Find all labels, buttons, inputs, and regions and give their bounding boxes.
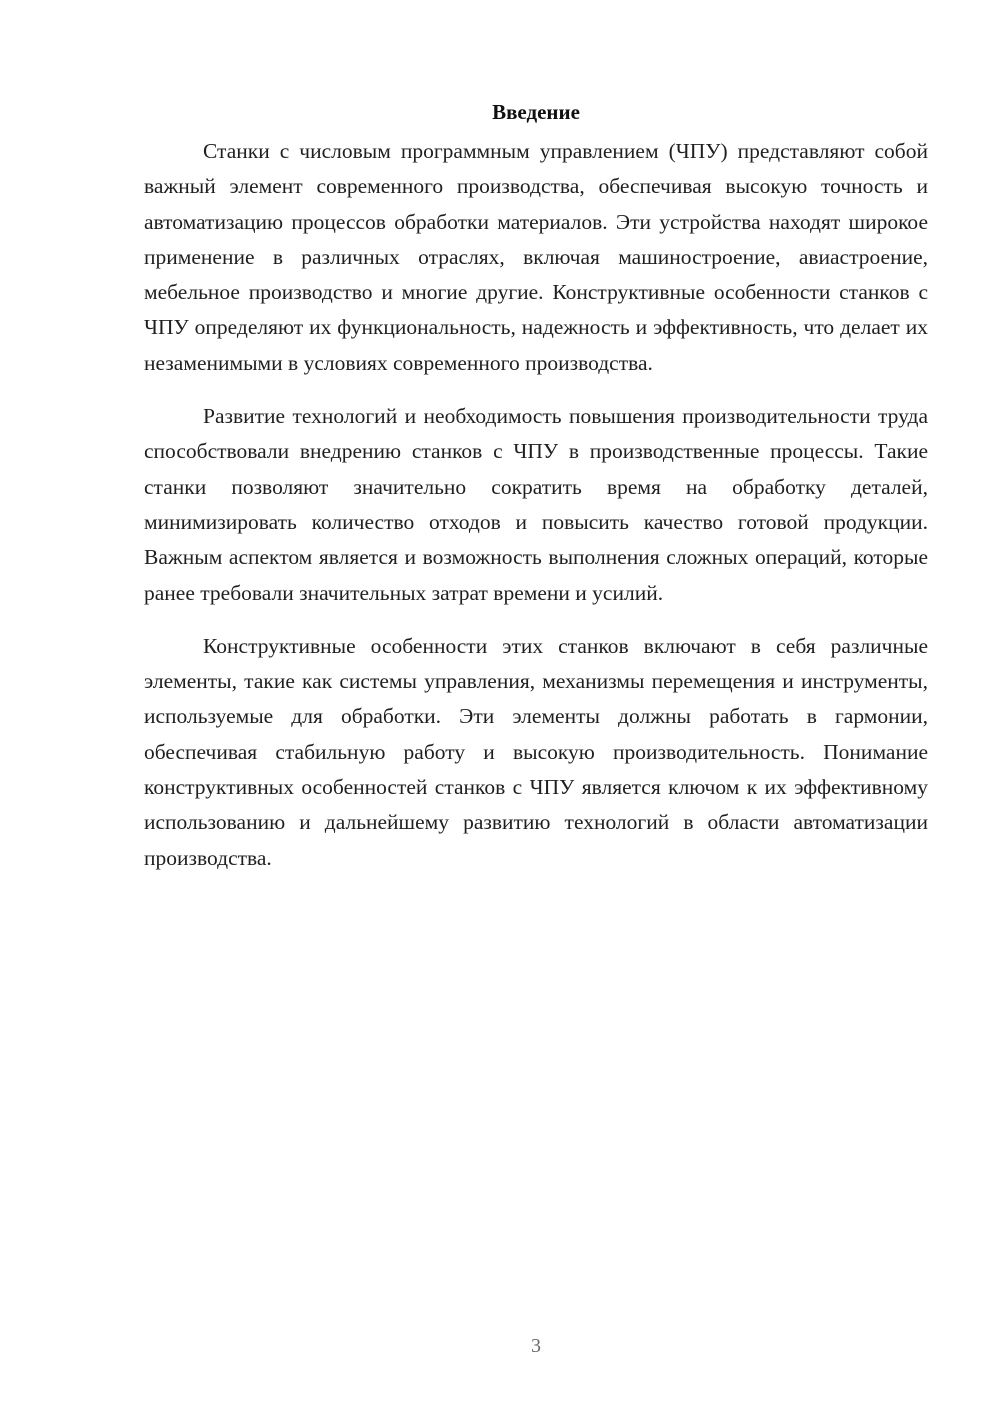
page-number: 3: [531, 1335, 541, 1357]
page-content: [144, 98, 928, 876]
paragraph-3: Конструктивные особенности этих станков включают в себя различные элементы, такие как системы управления, механизмы перемещения и инструменты, используемые для обработки. Эти элементы должны работать в гармонии, обеспечивая стабильную работу и высокую производительность. Понимание конструктивных особенностей станков с ЧПУ является ключом к их эффективному использованию и дальнейшему развитию технологий в области автоматизации производства.: [144, 633, 928, 870]
paragraph-2: Развитие технологий и необходимость повышения производительности труда способствовали внедрению станков с ЧПУ в производственные процессы. Такие станки позволяют значительно сократить время на обработку деталей, минимизировать количество отходов и повысить качество готовой продукции. Важным аспектом является и возможность выполнения сложных операций, которые ранее требовали значительных затрат времени и усилий.: [144, 404, 928, 605]
paragraph-1: Станки с числовым программным управлением (ЧПУ) представляют собой важный элемент современного производства, обеспечивая высокую точность и автоматизацию процессов обработки материалов. Эти устройства находят широкое применение в различных отраслях, включая машиностроение, авиастроение, мебельное производство и многие другие. Конструктивные особенности станков с ЧПУ определяют их функциональность, надежность и эффективность, что делает их незаменимыми в условиях современного производства.: [144, 139, 928, 375]
section-heading: Введение: [492, 100, 580, 124]
